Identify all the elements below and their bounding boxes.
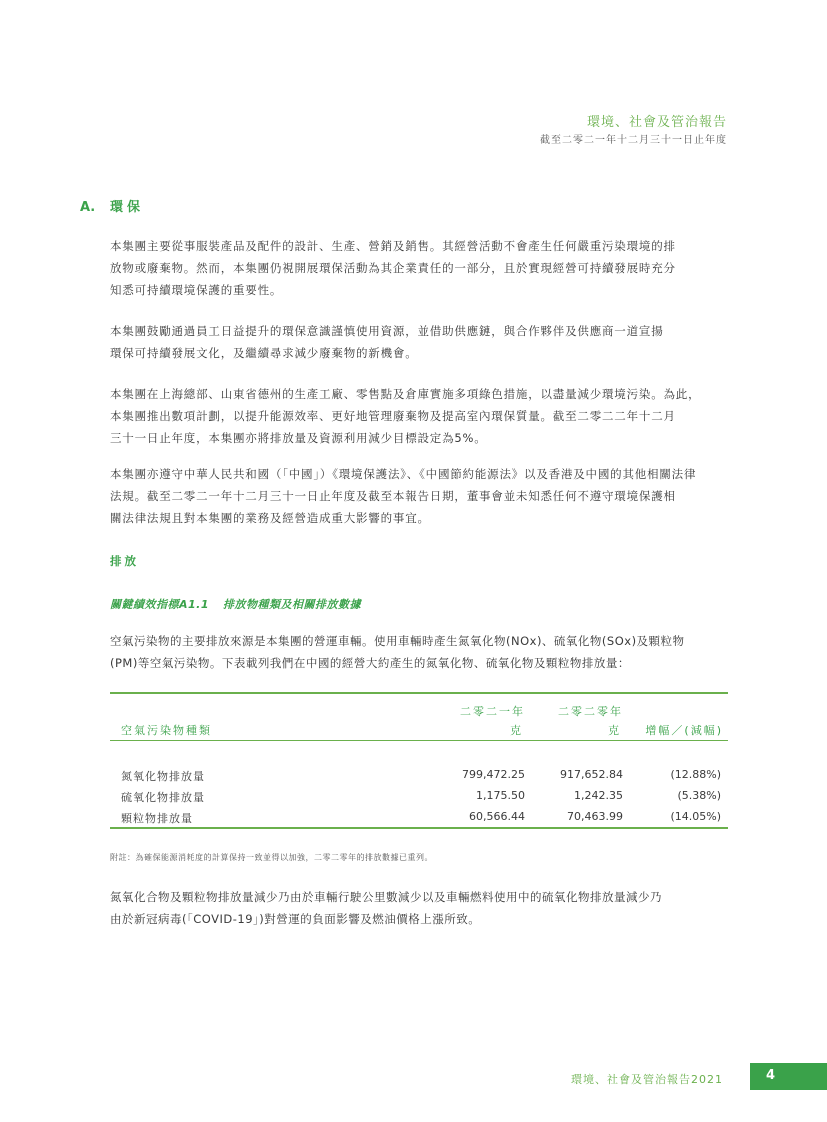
emissions-heading: 排放 <box>110 554 139 568</box>
row-value-2021: 60,566.44 <box>469 810 525 823</box>
report-header-subtitle: 截至二零二一年十二月三十一日止年度 <box>540 135 727 146</box>
row-value-2020: 70,463.99 <box>567 810 623 823</box>
paragraph-line: 知悉可持續環境保護的重要性。 <box>110 283 283 297</box>
section-letter: A. <box>80 200 96 215</box>
paragraph-line: 環保可持續發展文化，及繼續尋求減少廢棄物的新機會。 <box>110 346 418 360</box>
page-number-box <box>750 1063 827 1090</box>
col-header-2021-year: 二零二一年 <box>460 705 525 718</box>
col-header-2021-unit: 克 <box>510 724 523 737</box>
row-value-2021: 1,175.50 <box>476 789 525 802</box>
section-title: 環保 <box>110 200 145 215</box>
row-label: 顆粒物排放量 <box>121 812 193 825</box>
paragraph-line: 法規。截至二零二一年十二月三十一日止年度及截至本報告日期，董事會並未知悉任何不遵守環境保護相 <box>110 489 676 503</box>
col-header-change: 增幅／(減幅) <box>645 724 723 737</box>
row-value-2020: 917,652.84 <box>560 768 623 781</box>
paragraph-business <box>110 235 730 301</box>
page-number: 4 <box>766 1068 776 1083</box>
col-header-pollutant-type: 空氣污染物種類 <box>121 724 212 737</box>
paragraph-line: 本集團主要從事服裝產品及配件的設計、生產、營銷及銷售。其經營活動不會產生任何嚴重污染環境的排 <box>110 239 676 253</box>
table-bottom-rule <box>110 827 728 829</box>
footer-report-name: 環境、社會及管治報告2021 <box>571 1073 723 1086</box>
paragraph-line: (PM)等空氣污染物。下表載列我們在中國的經營大約產生的氮氧化物、硫氧化物及顆粒物排放量： <box>110 656 630 670</box>
kpi-title: 排放物種類及相關排放數據 <box>223 598 361 611</box>
paragraph-line: 由於新冠病毒(「COVID-19」)對營運的負面影響及燃油價格上漲所致。 <box>110 912 481 926</box>
section-heading <box>80 196 144 215</box>
row-change: (12.88%) <box>670 768 721 781</box>
col-header-2020-year: 二零二零年 <box>558 705 623 718</box>
kpi-heading <box>110 596 361 612</box>
table-note: 附註：為確保能源消耗度的計算保持一致並得以加強，二零二零年的排放數據已重列。 <box>110 853 433 862</box>
report-header-title: 環境、社會及管治報告 <box>586 115 727 130</box>
row-change: (5.38%) <box>677 789 721 802</box>
row-change: (14.05%) <box>670 810 721 823</box>
paragraph-line: 本集團亦遵守中華人民共和國（「中國」）《環境保護法》、《中國節約能源法》以及香港及中國的其他相關法律 <box>110 467 697 481</box>
row-value-2020: 1,242.35 <box>574 789 623 802</box>
paragraph-line: 空氣污染物的主要排放來源是本集團的營運車輛。使用車輛時產生氮氧化物(NOx)、硫氧化物(SOx)及顆粒物 <box>110 634 685 648</box>
paragraph-compliance <box>110 463 730 529</box>
paragraph-line: 本集團推出數項計劃，以提升能源效率、更好地管理廢棄物及提高室內環保質量。截至二零二二年十二月 <box>110 409 676 423</box>
row-label: 氮氧化物排放量 <box>121 770 205 783</box>
kpi-code: 關鍵績效指標A1.1 <box>110 598 209 611</box>
row-label: 硫氧化物排放量 <box>121 791 205 804</box>
paragraph-line: 關法律法規且對本集團的業務及經營造成重大影響的事宜。 <box>110 511 430 525</box>
paragraph-green-measures <box>110 383 730 449</box>
table-header-rule <box>110 740 728 741</box>
col-header-2020-unit: 克 <box>608 724 621 737</box>
paragraph-air-pollutants <box>110 630 730 674</box>
table-top-rule <box>110 692 728 694</box>
row-value-2021: 799,472.25 <box>462 768 525 781</box>
paragraph-line: 本集團鼓勵通過員工日益提升的環保意識謹慎使用資源，並借助供應鏈，與合作夥伴及供應商一道宣揚 <box>110 324 664 338</box>
paragraph-line: 放物或廢棄物。然而，本集團仍視開展環保活動為其企業責任的一部分，且於實現經營可持續發展時充分 <box>110 261 676 275</box>
paragraph-line: 三十一日止年度，本集團亦將排放量及資源利用減少目標設定為5%。 <box>110 431 487 445</box>
paragraph-reduction-reason <box>110 886 730 930</box>
paragraph-resources <box>110 320 730 364</box>
paragraph-line: 本集團在上海總部、山東省德州的生產工廠、零售點及倉庫實施多項綠色措施，以盡量減少環境污染。為此， <box>110 387 701 401</box>
paragraph-line: 氮氧化合物及顆粒物排放量減少乃由於車輛行駛公里數減少以及車輛燃料使用中的硫氧化物排放量減少乃 <box>110 890 662 904</box>
